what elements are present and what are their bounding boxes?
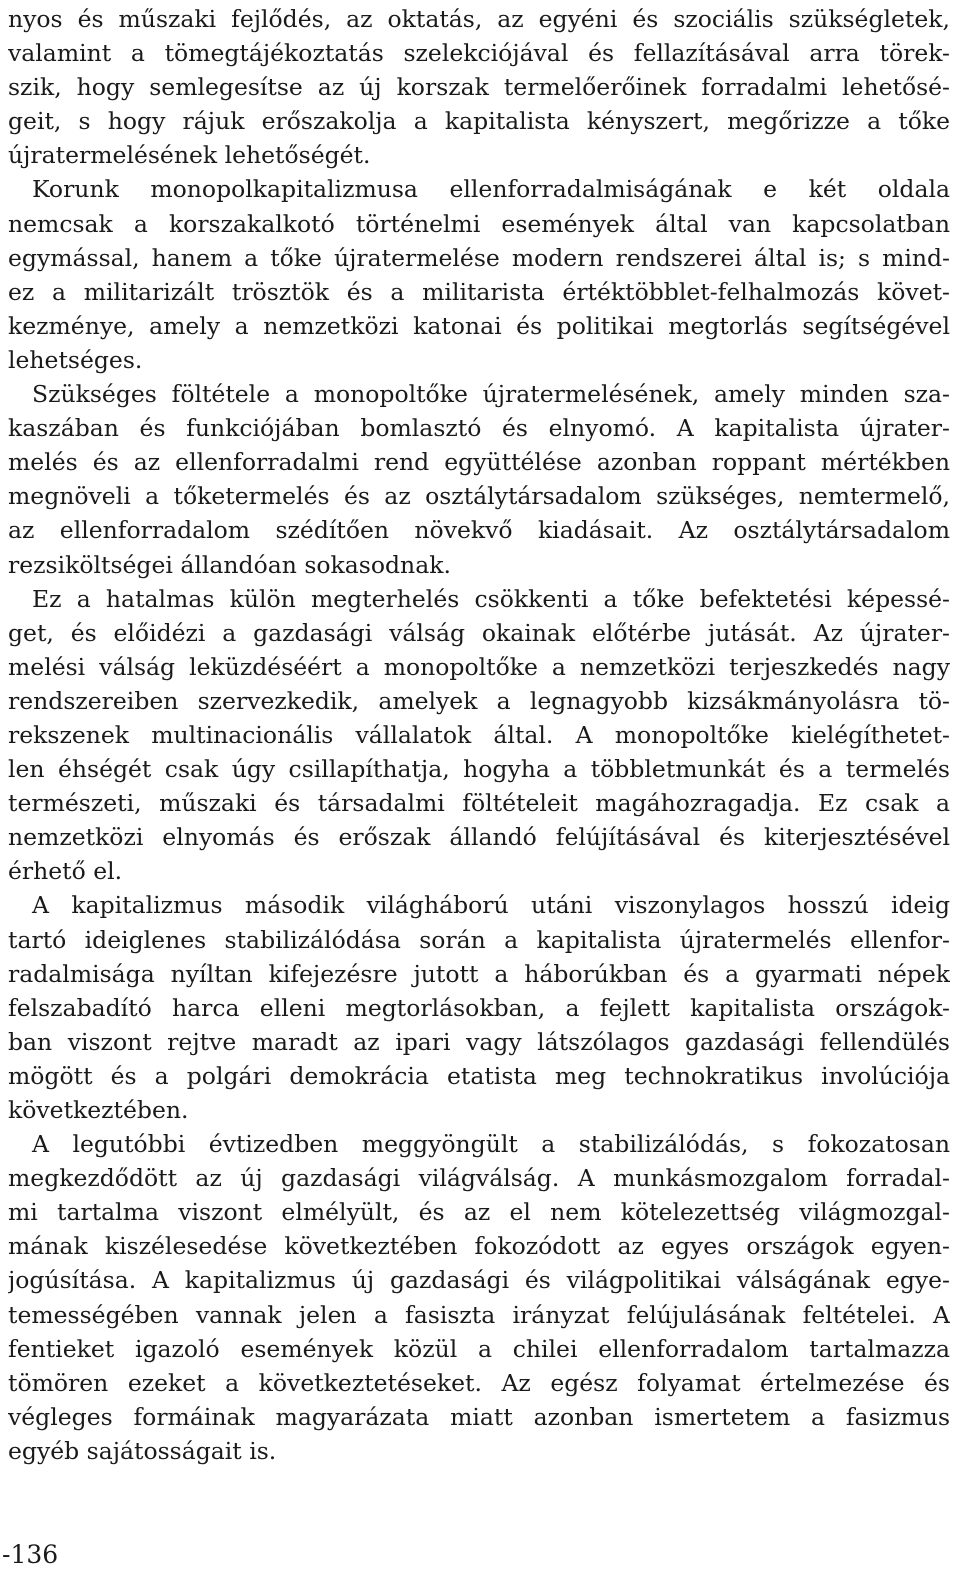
text-line: melés és az ellenforradalmi rend együttélése azonban roppant mértékben bbox=[8, 448, 950, 477]
text-line: valamint a tömegtájékoztatás szelekciójával és fellazításával arra törek- bbox=[8, 39, 950, 68]
text-line: Korunk monopolkapitalizmusa ellenforradalmiságának e két oldala bbox=[32, 175, 950, 204]
text-line: újratermelésének lehetőségét. bbox=[8, 141, 371, 170]
text-line: természeti, műszaki és társadalmi föltételeit magáhozragadja. Ez csak a bbox=[8, 789, 950, 818]
text-line: egymással, hanem a tőke újratermelése modern rendszerei által is; s mind- bbox=[8, 243, 950, 272]
text-line: tartó ideiglenes stabilizálódása során a kapitalista újratermelés ellenfor- bbox=[8, 925, 950, 954]
text-line: mának kiszélesedése következtében fokozódott az egyes országok egyen- bbox=[8, 1232, 950, 1261]
text-line: nemzetközi elnyomás és erőszak állandó felújításával és kiterjesztésével bbox=[8, 823, 950, 852]
text-line: szik, hogy semlegesítse az új korszak termelőerőinek forradalmi lehetősé- bbox=[8, 73, 950, 102]
text-line: kezménye, amely a nemzetközi katonai és politikai megtorlás segítségével bbox=[8, 311, 950, 340]
text-line: len éhségét csak úgy csillapíthatja, hogyha a többletmunkát és a termelés bbox=[8, 755, 950, 784]
text-line: rezsiköltségei állandóan sokasodnak. bbox=[8, 550, 451, 579]
text-line: érhető el. bbox=[8, 857, 123, 886]
text-line: kaszában és funkciójában bomlasztó és elnyomó. A kapitalista újrater- bbox=[8, 414, 950, 443]
text-line: megnöveli a tőketermelés és az osztálytársadalom szükséges, nemtermelő, bbox=[8, 482, 950, 511]
text-line: A legutóbbi évtizedben meggyöngült a stabilizálódás, s fokozatosan bbox=[32, 1130, 950, 1159]
text-line: ez a militarizált trösztök és a militarista értéktöbblet-felhalmozás követ- bbox=[8, 277, 950, 306]
page-body bbox=[8, 2, 950, 1468]
text-line: radalmisága nyíltan kifejezésre jutott a háborúkban és a gyarmati népek bbox=[8, 959, 950, 988]
text-line: temességében vannak jelen a fasiszta irányzat felújulásának feltételei. A bbox=[8, 1300, 950, 1329]
text-line: következtében. bbox=[8, 1096, 189, 1124]
text-line: A kapitalizmus második világháború utáni viszonylagos hosszú ideig bbox=[32, 891, 950, 920]
text-line: fentieket igazoló események közül a chilei ellenforradalom tartalmazza bbox=[8, 1334, 950, 1363]
page-number: -136 bbox=[2, 1540, 59, 1569]
text-line: rendszereiben szervezkedik, amelyek a legnagyobb kizsákmányolásra tö- bbox=[8, 686, 950, 715]
text-line: lehetséges. bbox=[8, 345, 143, 374]
text-line: egyéb sajátosságait is. bbox=[8, 1436, 277, 1465]
text-line: nyos és műszaki fejlődés, az oktatás, az egyéni és szociális szükségletek, bbox=[8, 5, 950, 33]
text-line: tömören ezeket a következtetéseket. Az egész folyamat értelmezése és bbox=[8, 1368, 950, 1397]
text-line: az ellenforradalom szédítően növekvő kiadásait. Az osztálytársadalom bbox=[8, 516, 950, 545]
text-line: végleges formáinak magyarázata miatt azonban ismertetem a fasizmus bbox=[8, 1402, 950, 1431]
text-line: Ez a hatalmas külön megterhelés csökkenti a tőke befektetési képessé- bbox=[32, 584, 950, 613]
text-line: get, és előidézi a gazdasági válság okainak előtérbe jutását. Az újrater- bbox=[8, 618, 950, 647]
text-line: ban viszont rejtve maradt az ipari vagy látszólagos gazdasági fellendülés bbox=[8, 1027, 950, 1056]
text-line: melési válság leküzdéséért a monopoltőke a nemzetközi terjeszkedés nagy bbox=[8, 652, 950, 681]
text-line: rekszenek multinacionális vállalatok által. A monopoltőke kielégíthetet- bbox=[8, 720, 950, 749]
text-line: nemcsak a korszakalkotó történelmi események által van kapcsolatban bbox=[8, 209, 950, 238]
text-line: megkezdődött az új gazdasági világválság. A munkásmozgalom forradal- bbox=[8, 1164, 950, 1193]
text-line: Szükséges föltétele a monopoltőke újratermelésének, amely minden sza- bbox=[32, 380, 950, 409]
text-line: jogúsítása. A kapitalizmus új gazdasági és világpolitikai válságának egye- bbox=[8, 1266, 950, 1295]
text-line: geit, s hogy rájuk erőszakolja a kapitalista kényszert, megőrizze a tőke bbox=[8, 107, 950, 136]
text-line: felszabadító harca elleni megtorlásokban, a fejlett kapitalista országok- bbox=[8, 993, 950, 1022]
text-line: mi tartalma viszont elmélyült, és az el nem kötelezettség világmozgal- bbox=[8, 1198, 950, 1227]
text-line: mögött és a polgári demokrácia etatista meg technokratikus involúciója bbox=[8, 1061, 950, 1090]
